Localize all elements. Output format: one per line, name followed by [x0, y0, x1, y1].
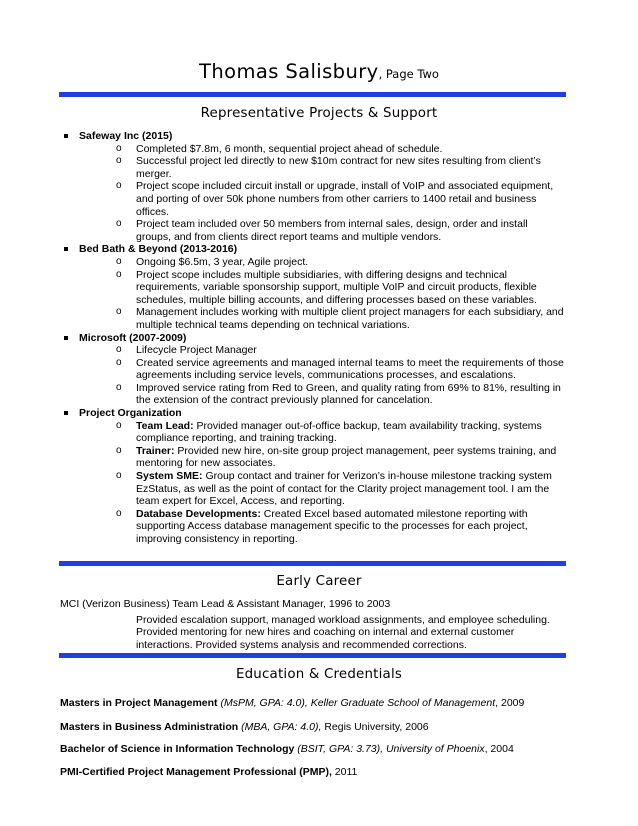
detail-text: Provided new hire, on-site group project management, peer systems training, and mentoring for new associates. [136, 444, 557, 470]
detail-text: Project team included over 50 members from internal sales, design, order and install groups, and from clients direct report teams and multiple vendors. [136, 218, 528, 243]
project-detail-item [64, 155, 564, 180]
project-detail-item [64, 382, 564, 407]
page-label: , Page Two [378, 67, 439, 81]
early-career-position: MCI (Verizon Business) Team Lead & Assistant Manager, 1996 to 2003 [60, 598, 391, 610]
credential-item: Masters in Business Administration (MBA, GPA: 4.0), Regis University, 2006 [60, 721, 429, 733]
section-divider [59, 561, 566, 566]
credential-item: PMI-Certified Project Management Professional (PMP), 2011 [60, 766, 358, 778]
detail-text: Lifecycle Project Manager [136, 344, 257, 357]
project-title: Safeway Inc (2015) [64, 130, 564, 143]
project-detail-item [64, 344, 564, 357]
project-detail-item [64, 470, 564, 508]
detail-text: Provided manager out-of-office backup, team availability tracking, systems compliance reporting, and training tracking. [136, 419, 542, 445]
circle-bullet-icon: o [116, 507, 122, 519]
project-block [64, 130, 564, 243]
circle-bullet-icon: o [116, 180, 122, 192]
detail-text: Improved service rating from Red to Green, and quality rating from 69% to 81%, resulting in the extension of the contract previously planned for cancelation. [136, 381, 561, 407]
circle-bullet-icon: o [116, 306, 122, 318]
project-detail-item [64, 306, 564, 331]
project-title: Bed Bath & Beyond (2013-2016) [64, 243, 564, 256]
project-detail-item [64, 218, 564, 243]
circle-bullet-icon: o [116, 155, 122, 167]
credential-item: Masters in Project Management (MsPM, GPA: 4.0), Keller Graduate School of Management, 2009 [60, 697, 525, 709]
project-title: Microsoft (2007-2009) [64, 332, 564, 345]
project-detail-item [64, 445, 564, 470]
circle-bullet-icon: o [116, 381, 122, 393]
project-block [64, 243, 564, 331]
early-career-description: Provided escalation support, managed workload assignments, and employee scheduling. Provided mentoring for new hires and coaching on internal and external customer interactions. Provided systems analysis and recommended corrections. [136, 613, 550, 651]
candidate-name: Thomas Salisbury [199, 60, 379, 83]
detail-text: Group contact and trainer for Verizon’s in-house milestone tracking system EzStatus, as well as the point of contact for the Clarity project management tool. I am the team expert for Excel, Access, and reporting. [136, 470, 552, 508]
detail-label: System SME: [136, 470, 203, 483]
circle-bullet-icon: o [116, 255, 122, 267]
detail-text: Project scope included circuit install or upgrade, install of VoIP and associated equipment, and porting of over 50k phone numbers from other carriers to 1400 retail and business offices. [136, 180, 554, 218]
project-title: Project Organization [64, 407, 564, 420]
project-detail-item [64, 256, 564, 269]
early-career-entry [60, 598, 565, 651]
detail-text: Management includes working with multiple client project managers for each subsidiary, and multiple technical teams depending on technical variations. [136, 306, 564, 331]
projects-list [64, 130, 564, 546]
project-detail-item [64, 269, 564, 307]
detail-text: Created Excel based automated milestone reporting with supporting Access database management specific to the processes for each project, improving consistency in reporting. [136, 507, 528, 545]
section-divider [59, 92, 566, 97]
section-title-projects: Representative Projects & Support [200, 106, 438, 121]
detail-label: Database Developments: [136, 507, 261, 520]
resume-header [0, 60, 638, 83]
circle-bullet-icon: o [116, 218, 122, 230]
circle-bullet-icon: o [116, 344, 122, 356]
project-detail-item [64, 420, 564, 445]
circle-bullet-icon: o [116, 419, 122, 431]
project-detail-item [64, 508, 564, 546]
project-block [64, 407, 564, 546]
project-detail-item [64, 180, 564, 218]
detail-text: Completed $7.8m, 6 month, sequential project ahead of schedule. [136, 142, 443, 155]
section-divider [59, 653, 566, 658]
project-block [64, 332, 564, 408]
circle-bullet-icon: o [116, 470, 122, 482]
project-detail-item [64, 143, 564, 156]
detail-text: Ongoing $6.5m, 3 year, Agile project. [136, 255, 309, 268]
detail-text: Project scope includes multiple subsidiaries, with differing designs and technical requirements, variable sponsorship support, multiple VoIP and circuit products, flexible schedules, multiple billing accounts, and differing processes based on these variables. [136, 268, 537, 306]
detail-text: Successful project led directly to new $10m contract for new sites resulting from client’s merger. [136, 155, 541, 180]
detail-label: Trainer: [136, 444, 175, 457]
section-title-early-career: Early Career [276, 574, 362, 589]
detail-text: Created service agreements and managed internal teams to meet the requirements of those agreements including service levels, communications processes, and escalations. [136, 356, 564, 382]
project-detail-item [64, 357, 564, 382]
detail-label: Team Lead: [136, 419, 194, 432]
circle-bullet-icon: o [116, 356, 122, 368]
credential-item: Bachelor of Science in Information Technology (BSIT, GPA: 3.73), University of Phoenix, 2004 [60, 743, 514, 755]
circle-bullet-icon: o [116, 142, 122, 154]
circle-bullet-icon: o [116, 444, 122, 456]
circle-bullet-icon: o [116, 268, 122, 280]
section-title-education: Education & Credentials [235, 667, 403, 682]
